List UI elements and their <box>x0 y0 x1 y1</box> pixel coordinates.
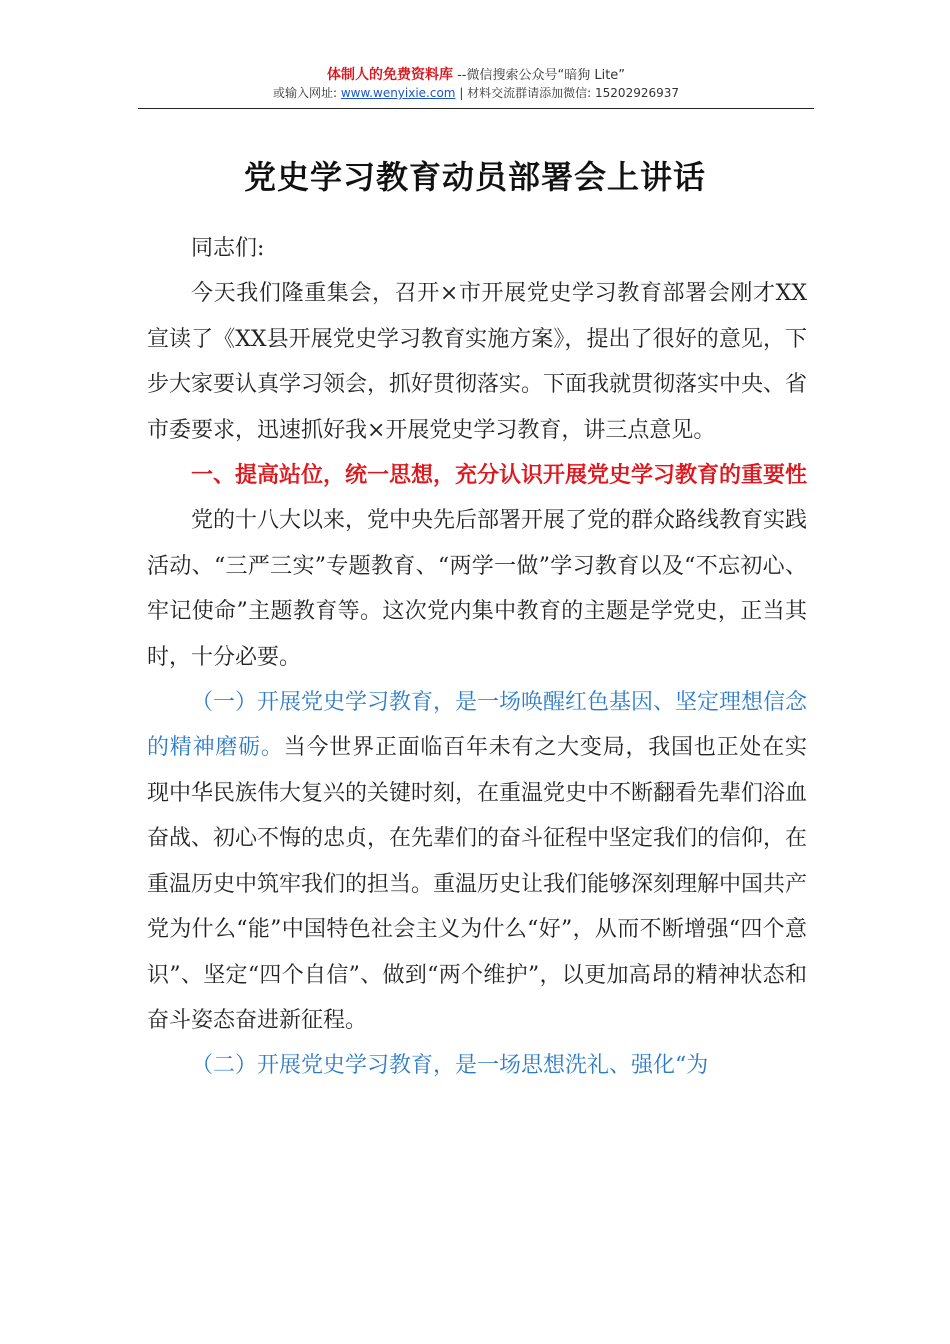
document-title: 党史学习教育动员部署会上讲话 <box>243 158 706 196</box>
header-site-prefix: 或输入网址: <box>272 86 341 100</box>
page-header <box>138 66 814 102</box>
header-divider <box>138 108 814 109</box>
subsection-2-heading: （二）开展党史学习教育，是一场思想洗礼、强化“为 <box>191 1053 709 1079</box>
header-brand: 体制人的免费资料库 <box>326 67 453 83</box>
intro-paragraph: 今天我们隆重集会，召开×市开展党史学习教育部署会刚才XX宣读了《XX县开展党史学习教育实施方案》，提出了很好的意见，下步大家要认真学习领会，抓好贯彻落实。下面我就贯彻落实中央、省市委要求，迅速抓好我×开展党史学习教育，讲三点意见。 <box>147 281 808 443</box>
subsection-1-heading: （一）开展党史学习教育，是一场唤醒红色基因、坚定理想信念的精神磨砺。 <box>147 690 808 761</box>
section-1-heading: 一、提高站位，统一思想，充分认识开展党史学习教育的重要性 <box>191 463 808 489</box>
header-contact: | 材料交流群请添加微信: 15202926937 <box>455 86 680 100</box>
header-tagline: --微信搜索公众号“暗狗 Lite” <box>452 68 626 83</box>
subsection-1-text: 当今世界正面临百年未有之大变局，我国也正处在实现中华民族伟大复兴的关键时刻，在重温党史中不断翻看先辈们浴血奋战、初心不悔的忠贞，在先辈们的奋斗征程中坚定我们的信仰，在重温历史中筑牢我们的担当。重温历史让我们能够深刻理解中国共产党为什么“能”中国特色社会主义为什么“好”，从而不断增强“四个意识”、坚定“四个自信”、做到“两个维护”，以更加高昂的精神状态和奋斗姿态奋进新征程。 <box>147 735 808 1033</box>
section-1-paragraph: 党的十八大以来，党中央先后部署开展了党的群众路线教育实践活动、“三严三实”专题教育、“两学一做”学习教育以及“不忘初心、牢记使命”主题教育等。这次党内集中教育的主题是学党史，正当其时，十分必要。 <box>147 508 808 670</box>
header-line-1 <box>138 66 814 85</box>
greeting: 同志们: <box>191 236 265 261</box>
subsection-1-paragraph <box>147 680 807 1043</box>
document-body <box>147 226 807 1089</box>
header-site-link[interactable]: www.wenyixie.com <box>340 86 456 100</box>
header-line-2 <box>138 85 814 102</box>
